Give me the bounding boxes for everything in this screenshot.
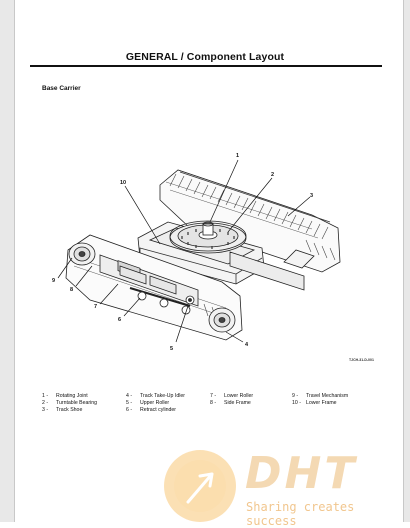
legend-item: 7 - Lower Roller (210, 393, 254, 399)
legend-item: 4 - Track Take-Up Idler (126, 393, 185, 399)
figure-reference: TJCH-31-D-001 (349, 358, 374, 362)
callout-6: 6 (118, 317, 122, 323)
callout-10: 10 (120, 180, 127, 186)
callout-2: 2 (271, 172, 275, 178)
watermark-logo-icon (160, 444, 240, 522)
callout-1: 1 (236, 153, 240, 159)
legend-item: 10 - Lower Frame (292, 400, 337, 407)
travel-mechanism (69, 243, 95, 265)
legend-column-1 (42, 393, 97, 415)
callout-8: 8 (70, 287, 74, 293)
section-heading: Base Carrier (42, 85, 81, 92)
watermark-tagline: Sharing creates success (246, 500, 355, 528)
legend-item: 8 - Side Frame (210, 400, 251, 407)
callout-3: 3 (310, 193, 314, 199)
legend-item: 6 - Retract cylinder (126, 407, 177, 414)
watermark-logo-text: DHT (245, 448, 358, 499)
callout-7: 7 (94, 304, 98, 310)
legend-column-2 (126, 393, 185, 415)
legend-column-3 (210, 393, 253, 407)
legend-item: 3 - Track Shoe (42, 407, 83, 414)
page-title: GENERAL / Component Layout (125, 51, 285, 63)
legend-item: 2 - Turntable Bearing (42, 400, 98, 407)
legend-item: 1 - Rotating Joint (42, 393, 88, 399)
take-up-idler (209, 308, 235, 332)
callout-4: 4 (245, 342, 249, 348)
legend-item: 9 - Travel Mechanism (292, 393, 349, 399)
callout-9: 9 (52, 278, 56, 284)
callout-5: 5 (170, 346, 174, 352)
upper-roller (186, 296, 194, 304)
legend-column-4 (292, 393, 348, 407)
legend-item: 5 - Upper Roller (126, 400, 170, 407)
